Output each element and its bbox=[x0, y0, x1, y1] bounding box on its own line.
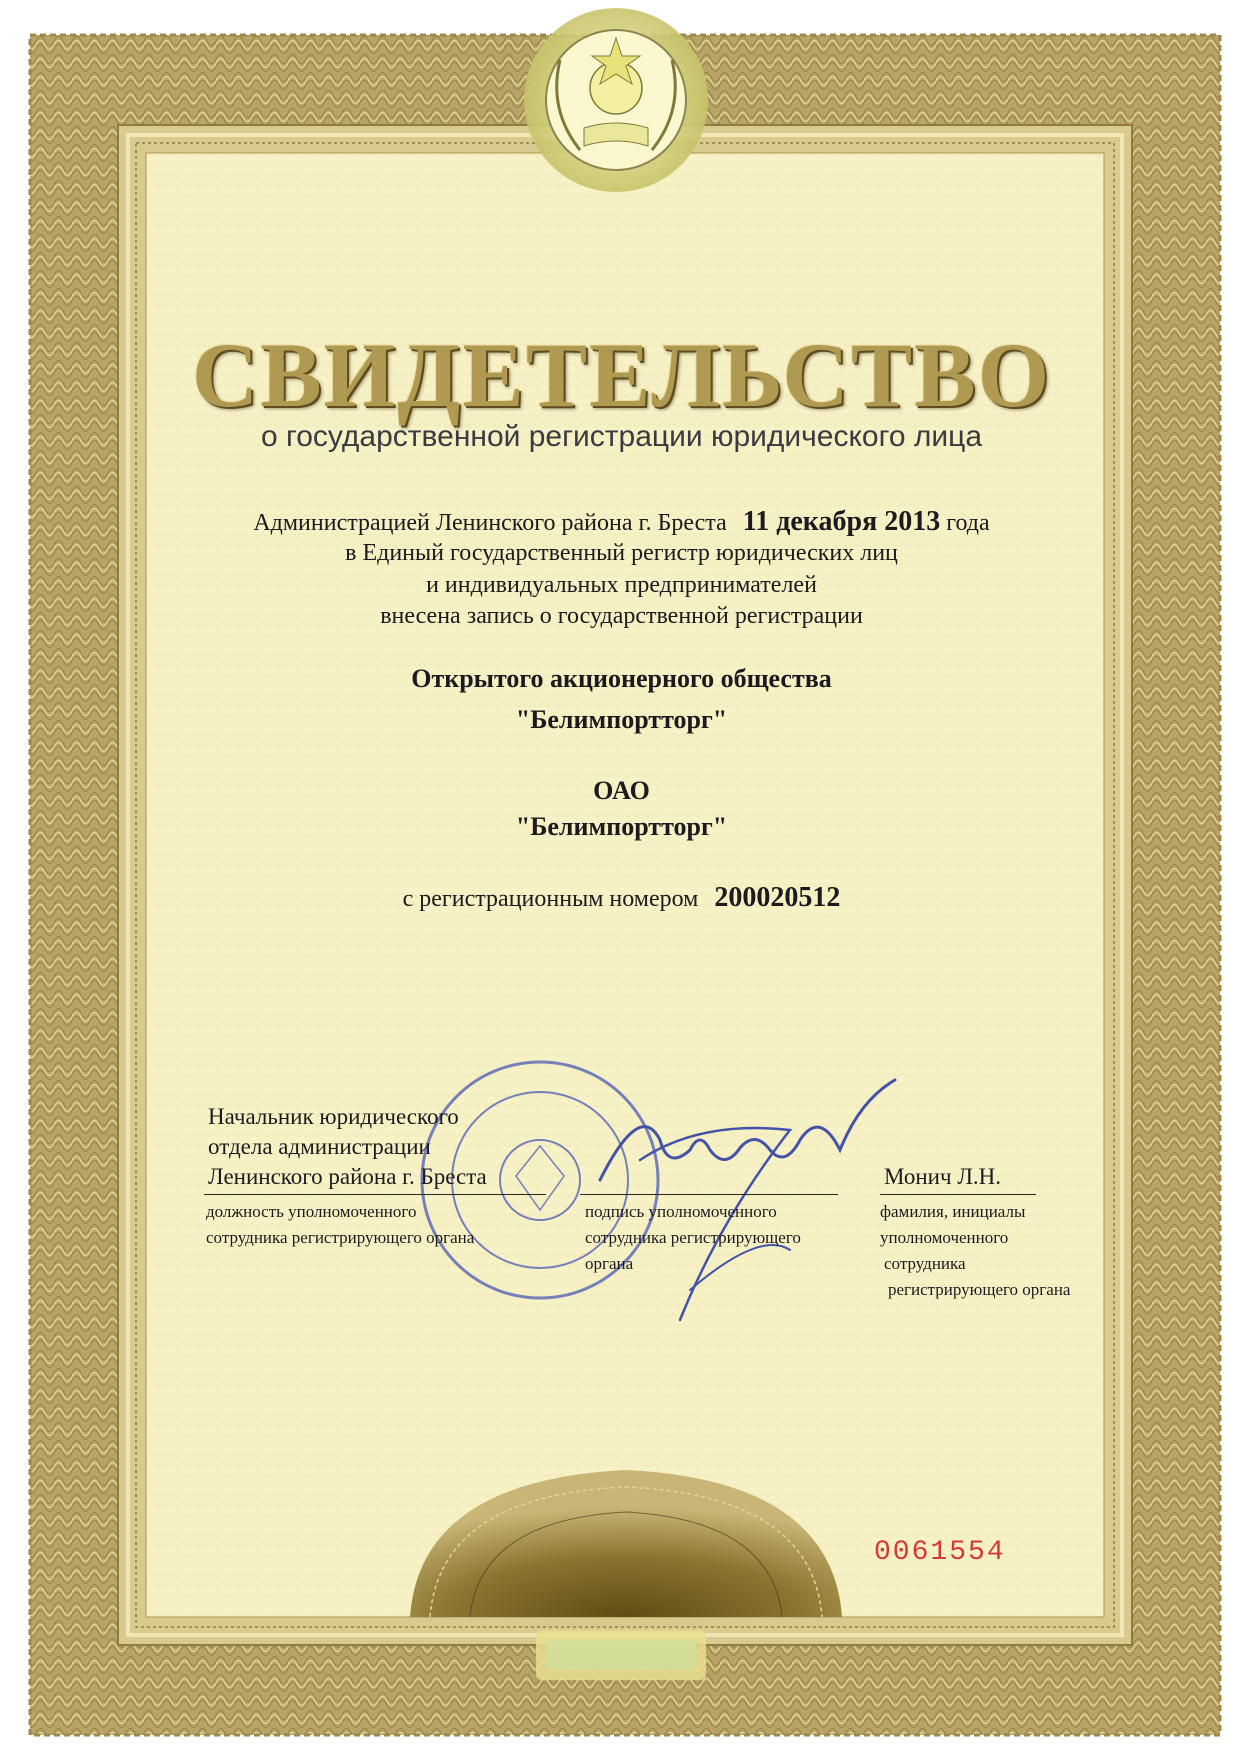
name-underline bbox=[880, 1194, 1036, 1195]
intro-line-3: и индивидуальных предпринимателей bbox=[426, 572, 817, 598]
caption-signature-2: сотрудника регистрирующего bbox=[585, 1228, 801, 1247]
signatory-name: Монич Л.Н. bbox=[884, 1164, 1002, 1189]
caption-name-3: сотрудника bbox=[884, 1254, 966, 1273]
position-underline bbox=[204, 1194, 546, 1195]
serial-number: 0061554 bbox=[874, 1537, 1006, 1568]
registration-number: 200020512 bbox=[714, 882, 841, 913]
org-short-name-line-1: ОАО bbox=[593, 776, 650, 805]
certificate-title: СВИДЕТЕЛЬСТВО bbox=[191, 324, 1052, 426]
registration-date: 11 декабря 2013 bbox=[742, 506, 941, 537]
year-word: года bbox=[946, 510, 990, 536]
org-full-name-line-2: "Белимпортторг" bbox=[515, 705, 728, 734]
registration-line bbox=[0, 882, 1243, 914]
position-line-2: отдела администрации bbox=[208, 1134, 431, 1159]
caption-name-4: регистрирующего органа bbox=[888, 1280, 1071, 1299]
org-short-name-line-2: "Белимпортторг" bbox=[515, 812, 728, 841]
intro-line-2: в Единый государственный регистр юридических лиц bbox=[345, 540, 898, 566]
intro-line-4: внесена запись о государственной регистрации bbox=[380, 603, 863, 629]
caption-name-2: уполномоченного bbox=[880, 1228, 1009, 1247]
caption-position-2: сотрудника регистрирующего органа bbox=[206, 1228, 475, 1247]
position-line-3: Ленинского района г. Бреста bbox=[208, 1164, 487, 1189]
org-full-name-line-1: Открытого акционерного общества bbox=[411, 664, 832, 693]
intro-line-1 bbox=[0, 506, 1243, 538]
certificate-subtitle: о государственной регистрации юридического лица bbox=[260, 420, 983, 453]
position-line-1: Начальник юридического bbox=[208, 1104, 459, 1129]
caption-name-1: фамилия, инициалы bbox=[880, 1202, 1026, 1221]
signature-underline bbox=[580, 1194, 838, 1195]
caption-signature-3: органа bbox=[585, 1254, 634, 1273]
caption-signature-1: подпись уполномоченного bbox=[585, 1202, 777, 1221]
caption-position-1: должность уполномоченного bbox=[206, 1202, 417, 1221]
registering-authority: Администрацией Ленинского района г. Бреста bbox=[253, 510, 727, 536]
emblem-icon bbox=[524, 8, 708, 192]
registration-label: с регистрационным номером bbox=[402, 886, 699, 912]
